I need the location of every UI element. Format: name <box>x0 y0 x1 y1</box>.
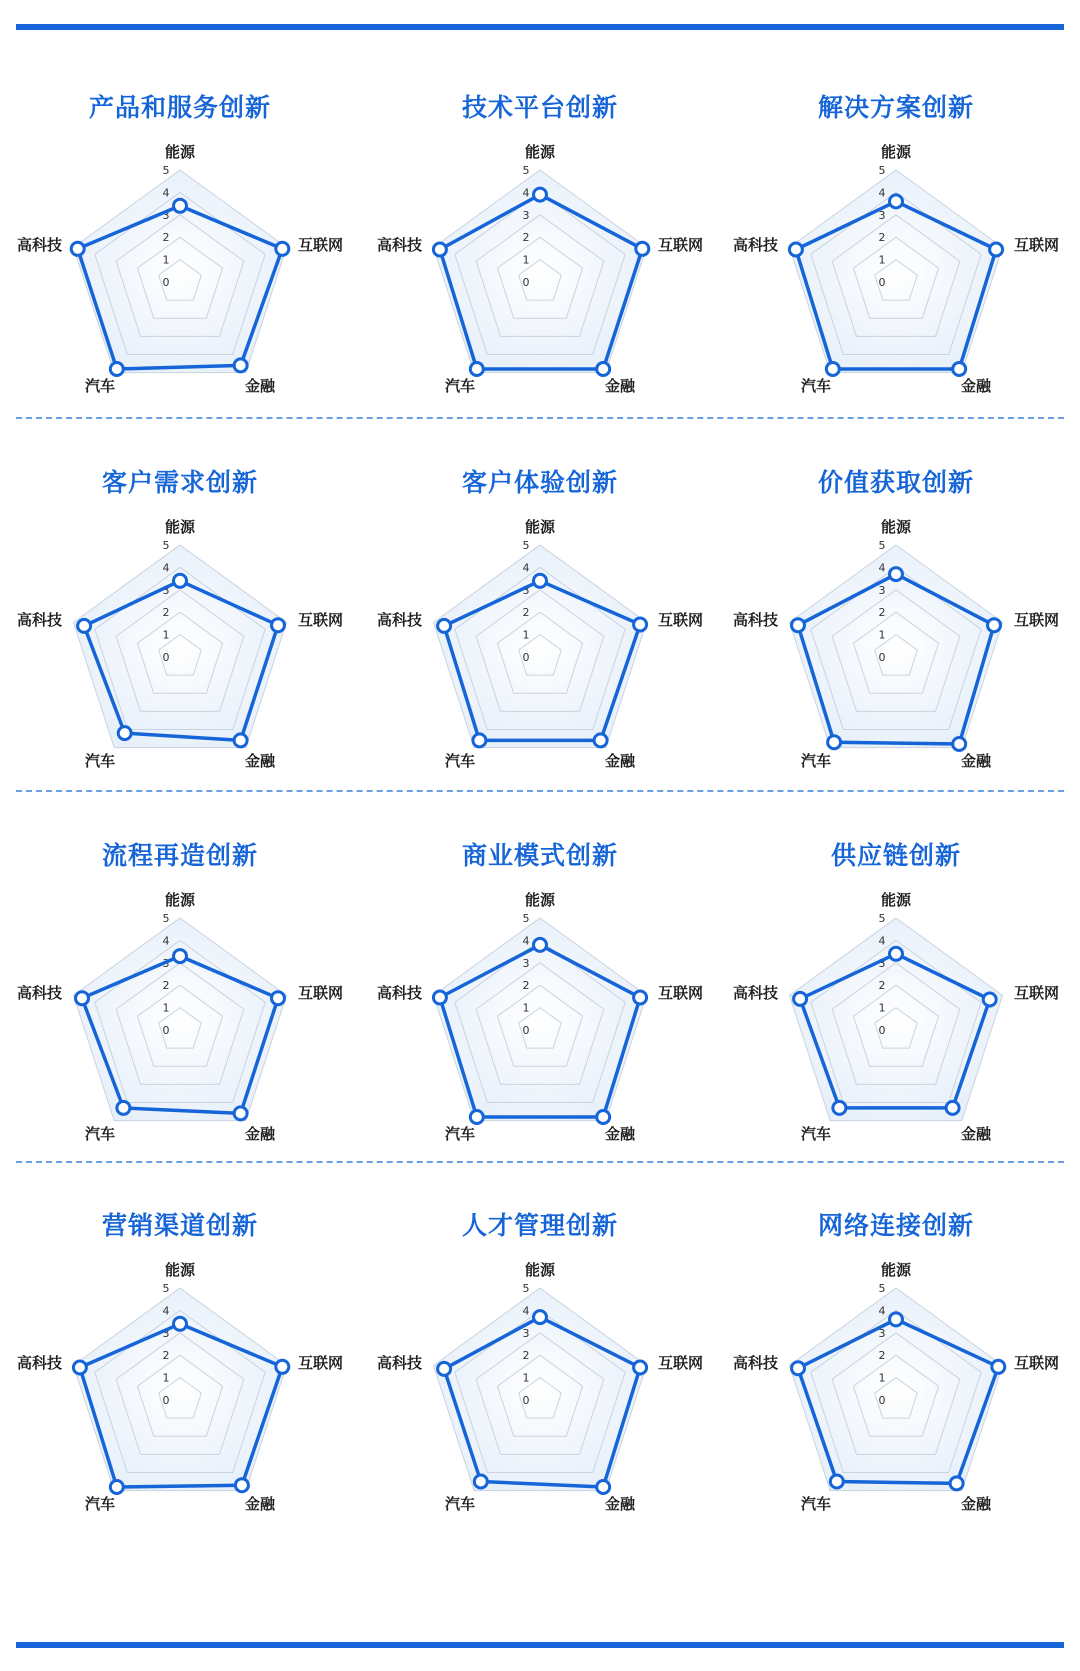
tick-label: 1 <box>162 253 170 267</box>
radar-plot <box>716 82 1076 422</box>
data-point <box>890 195 903 208</box>
radar-chart <box>0 457 360 797</box>
data-point <box>234 734 247 747</box>
tick-label: 3 <box>162 583 170 597</box>
radar-chart <box>360 1200 720 1540</box>
data-point <box>117 1101 130 1114</box>
axis-label: 汽车 <box>84 1125 116 1143</box>
axis-label: 能源 <box>524 891 556 909</box>
radar-chart <box>716 1200 1076 1540</box>
data-point <box>470 363 483 376</box>
data-point <box>110 1481 123 1494</box>
tick-label: 5 <box>522 912 530 925</box>
axis-label: 汽车 <box>84 377 116 395</box>
data-point <box>73 1361 86 1374</box>
axis-label: 能源 <box>880 891 912 909</box>
radar-chart <box>0 82 360 422</box>
axis-label: 高科技 <box>732 1354 778 1372</box>
data-point <box>792 1362 805 1375</box>
tick-label: 5 <box>522 1282 530 1295</box>
axis-label: 金融 <box>244 1125 276 1143</box>
tick-label: 0 <box>162 1394 170 1407</box>
axis-label: 汽车 <box>800 377 832 395</box>
tick-label: 5 <box>878 1282 886 1295</box>
axis-label: 互联网 <box>1014 1354 1060 1372</box>
chart-title: 解决方案创新 <box>817 93 974 122</box>
axis-label: 高科技 <box>376 236 422 254</box>
data-point <box>534 188 547 201</box>
data-point <box>597 1481 610 1494</box>
tick-label: 4 <box>878 1304 886 1318</box>
data-point <box>474 1475 487 1488</box>
tick-label: 5 <box>522 164 530 177</box>
radar-plot <box>0 1200 360 1540</box>
radar-plot <box>716 1200 1076 1540</box>
axis-label: 高科技 <box>16 984 62 1002</box>
chart-title: 网络连接创新 <box>817 1211 974 1240</box>
radar-plot <box>716 457 1076 797</box>
axis-label: 互联网 <box>658 1354 704 1372</box>
data-point <box>174 199 187 212</box>
axis-label: 汽车 <box>800 752 832 770</box>
radar-plot <box>0 457 360 797</box>
axis-label: 能源 <box>164 518 196 536</box>
data-point <box>890 1313 903 1326</box>
tick-label: 3 <box>522 583 530 597</box>
axis-label: 汽车 <box>444 752 476 770</box>
tick-label: 5 <box>522 539 530 552</box>
tick-label: 5 <box>878 912 886 925</box>
chart-title: 客户需求创新 <box>101 468 258 497</box>
data-point <box>235 1479 248 1492</box>
data-point <box>433 243 446 256</box>
axis-label: 金融 <box>244 377 276 395</box>
tick-label: 0 <box>522 1024 530 1037</box>
radar-plot <box>360 830 720 1170</box>
radar-plot <box>0 82 360 422</box>
data-point <box>988 619 1001 632</box>
tick-label: 2 <box>878 606 886 620</box>
axis-label: 金融 <box>604 752 636 770</box>
tick-label: 2 <box>878 231 886 245</box>
data-point <box>276 1360 289 1373</box>
data-point <box>826 363 839 376</box>
tick-label: 0 <box>522 1394 530 1407</box>
tick-label: 0 <box>162 651 170 664</box>
tick-label: 3 <box>878 956 886 970</box>
tick-label: 1 <box>878 1371 886 1385</box>
data-point <box>794 992 807 1005</box>
chart-title: 流程再造创新 <box>101 841 258 870</box>
axis-label: 汽车 <box>444 377 476 395</box>
data-point <box>983 993 996 1006</box>
tick-label: 3 <box>522 956 530 970</box>
tick-label: 1 <box>878 628 886 642</box>
tick-label: 4 <box>522 561 530 575</box>
axis-label: 金融 <box>604 377 636 395</box>
axis-label: 高科技 <box>16 1354 62 1372</box>
chart-title: 产品和服务创新 <box>88 93 271 122</box>
tick-label: 4 <box>162 934 170 948</box>
tick-label: 4 <box>162 186 170 200</box>
data-point <box>946 1101 959 1114</box>
tick-label: 3 <box>162 208 170 222</box>
chart-title: 技术平台创新 <box>461 93 618 122</box>
tick-label: 4 <box>878 186 886 200</box>
axis-label: 互联网 <box>1014 984 1060 1002</box>
chart-title: 营销渠道创新 <box>101 1211 258 1240</box>
data-point <box>174 950 187 963</box>
data-point <box>71 242 84 255</box>
tick-label: 2 <box>878 1349 886 1363</box>
data-point <box>634 618 647 631</box>
tick-label: 3 <box>162 956 170 970</box>
data-point <box>438 1362 451 1375</box>
tick-label: 0 <box>878 1394 886 1407</box>
data-point <box>276 242 289 255</box>
data-point <box>792 619 805 632</box>
tick-label: 2 <box>162 231 170 245</box>
tick-label: 5 <box>162 912 170 925</box>
axis-label: 高科技 <box>16 611 62 629</box>
tick-label: 4 <box>878 934 886 948</box>
axis-label: 金融 <box>960 1495 992 1513</box>
axis-label: 能源 <box>524 143 556 161</box>
radar-chart <box>0 1200 360 1540</box>
data-point <box>118 727 131 740</box>
tick-label: 2 <box>878 979 886 993</box>
chart-title: 供应链创新 <box>830 841 961 870</box>
chart-title: 价值获取创新 <box>817 468 974 497</box>
axis-label: 互联网 <box>298 611 344 629</box>
axis-label: 高科技 <box>376 611 422 629</box>
axis-label: 能源 <box>524 518 556 536</box>
tick-label: 0 <box>878 276 886 289</box>
data-point <box>234 1107 247 1120</box>
axis-label: 汽车 <box>444 1125 476 1143</box>
data-point <box>433 991 446 1004</box>
axis-label: 能源 <box>164 891 196 909</box>
tick-label: 0 <box>522 651 530 664</box>
bottom-accent-bar <box>16 1642 1064 1648</box>
tick-label: 1 <box>522 1371 530 1385</box>
tick-label: 5 <box>878 164 886 177</box>
tick-label: 1 <box>162 628 170 642</box>
tick-label: 4 <box>162 1304 170 1318</box>
radar-plot <box>360 82 720 422</box>
axis-label: 能源 <box>164 1261 196 1279</box>
axis-label: 金融 <box>960 752 992 770</box>
axis-label: 互联网 <box>298 1354 344 1372</box>
tick-label: 2 <box>522 979 530 993</box>
axis-label: 汽车 <box>800 1125 832 1143</box>
data-point <box>438 619 451 632</box>
axis-label: 高科技 <box>376 984 422 1002</box>
top-accent-bar <box>16 24 1064 30</box>
radar-plot <box>360 1200 720 1540</box>
data-point <box>636 242 649 255</box>
axis-label: 汽车 <box>444 1495 476 1513</box>
data-point <box>110 363 123 376</box>
tick-label: 3 <box>162 1326 170 1340</box>
tick-label: 2 <box>522 1349 530 1363</box>
tick-label: 0 <box>162 276 170 289</box>
axis-label: 互联网 <box>658 984 704 1002</box>
data-point <box>78 619 91 632</box>
tick-label: 4 <box>522 186 530 200</box>
axis-label: 高科技 <box>376 1354 422 1372</box>
data-point <box>272 992 285 1005</box>
radar-chart <box>716 830 1076 1170</box>
tick-label: 3 <box>522 208 530 222</box>
axis-label: 金融 <box>604 1495 636 1513</box>
tick-label: 2 <box>162 979 170 993</box>
tick-label: 1 <box>878 1001 886 1015</box>
axis-label: 汽车 <box>84 1495 116 1513</box>
axis-label: 互联网 <box>658 236 704 254</box>
axis-label: 互联网 <box>298 236 344 254</box>
tick-label: 3 <box>522 1326 530 1340</box>
radar-chart <box>716 457 1076 797</box>
tick-label: 3 <box>878 208 886 222</box>
data-point <box>534 574 547 587</box>
radar-chart <box>360 457 720 797</box>
data-point <box>534 1311 547 1324</box>
chart-title: 人才管理创新 <box>461 1211 618 1240</box>
tick-label: 4 <box>522 1304 530 1318</box>
axis-label: 金融 <box>960 1125 992 1143</box>
tick-label: 5 <box>162 539 170 552</box>
radar-plot <box>360 457 720 797</box>
data-point <box>470 1111 483 1124</box>
data-point <box>76 992 89 1005</box>
tick-label: 4 <box>878 561 886 575</box>
tick-label: 1 <box>522 253 530 267</box>
radar-chart <box>0 830 360 1170</box>
axis-label: 金融 <box>604 1125 636 1143</box>
data-point <box>890 947 903 960</box>
axis-label: 高科技 <box>732 984 778 1002</box>
axis-label: 高科技 <box>16 236 62 254</box>
data-point <box>272 619 285 632</box>
axis-label: 金融 <box>244 752 276 770</box>
axis-label: 汽车 <box>800 1495 832 1513</box>
tick-label: 5 <box>162 164 170 177</box>
data-point <box>890 568 903 581</box>
data-point <box>597 1111 610 1124</box>
tick-label: 4 <box>162 561 170 575</box>
data-point <box>174 574 187 587</box>
data-point <box>594 734 607 747</box>
tick-label: 5 <box>878 539 886 552</box>
axis-label: 互联网 <box>658 611 704 629</box>
axis-label: 互联网 <box>298 984 344 1002</box>
axis-label: 能源 <box>880 518 912 536</box>
chart-title: 商业模式创新 <box>461 841 618 870</box>
tick-label: 0 <box>522 276 530 289</box>
data-point <box>634 991 647 1004</box>
tick-label: 2 <box>162 1349 170 1363</box>
tick-label: 2 <box>162 606 170 620</box>
radar-chart <box>360 82 720 422</box>
axis-label: 高科技 <box>732 611 778 629</box>
axis-label: 金融 <box>244 1495 276 1513</box>
tick-label: 2 <box>522 606 530 620</box>
data-point <box>990 243 1003 256</box>
axis-label: 能源 <box>164 143 196 161</box>
tick-label: 1 <box>162 1001 170 1015</box>
axis-label: 高科技 <box>732 236 778 254</box>
data-point <box>597 363 610 376</box>
data-point <box>473 734 486 747</box>
axis-label: 能源 <box>880 143 912 161</box>
data-point <box>234 359 247 372</box>
radar-chart <box>716 82 1076 422</box>
tick-label: 1 <box>522 628 530 642</box>
axis-label: 能源 <box>524 1261 556 1279</box>
radar-chart <box>360 830 720 1170</box>
radar-plot <box>716 830 1076 1170</box>
tick-label: 1 <box>162 1371 170 1385</box>
radar-plot <box>0 830 360 1170</box>
tick-label: 2 <box>522 231 530 245</box>
axis-label: 能源 <box>880 1261 912 1279</box>
axis-label: 互联网 <box>1014 611 1060 629</box>
tick-label: 1 <box>522 1001 530 1015</box>
tick-label: 0 <box>878 651 886 664</box>
tick-label: 3 <box>878 583 886 597</box>
tick-label: 4 <box>522 934 530 948</box>
data-point <box>833 1101 846 1114</box>
data-point <box>953 363 966 376</box>
data-point <box>534 938 547 951</box>
data-point <box>953 738 966 751</box>
tick-label: 0 <box>162 1024 170 1037</box>
data-point <box>174 1317 187 1330</box>
axis-label: 互联网 <box>1014 236 1060 254</box>
tick-label: 0 <box>878 1024 886 1037</box>
data-point <box>634 1361 647 1374</box>
data-point <box>830 1475 843 1488</box>
axis-label: 金融 <box>960 377 992 395</box>
chart-title: 客户体验创新 <box>461 468 618 497</box>
tick-label: 1 <box>878 253 886 267</box>
data-point <box>789 243 802 256</box>
axis-label: 汽车 <box>84 752 116 770</box>
data-point <box>950 1477 963 1490</box>
data-point <box>992 1360 1005 1373</box>
tick-label: 3 <box>878 1326 886 1340</box>
data-point <box>828 736 841 749</box>
tick-label: 5 <box>162 1282 170 1295</box>
